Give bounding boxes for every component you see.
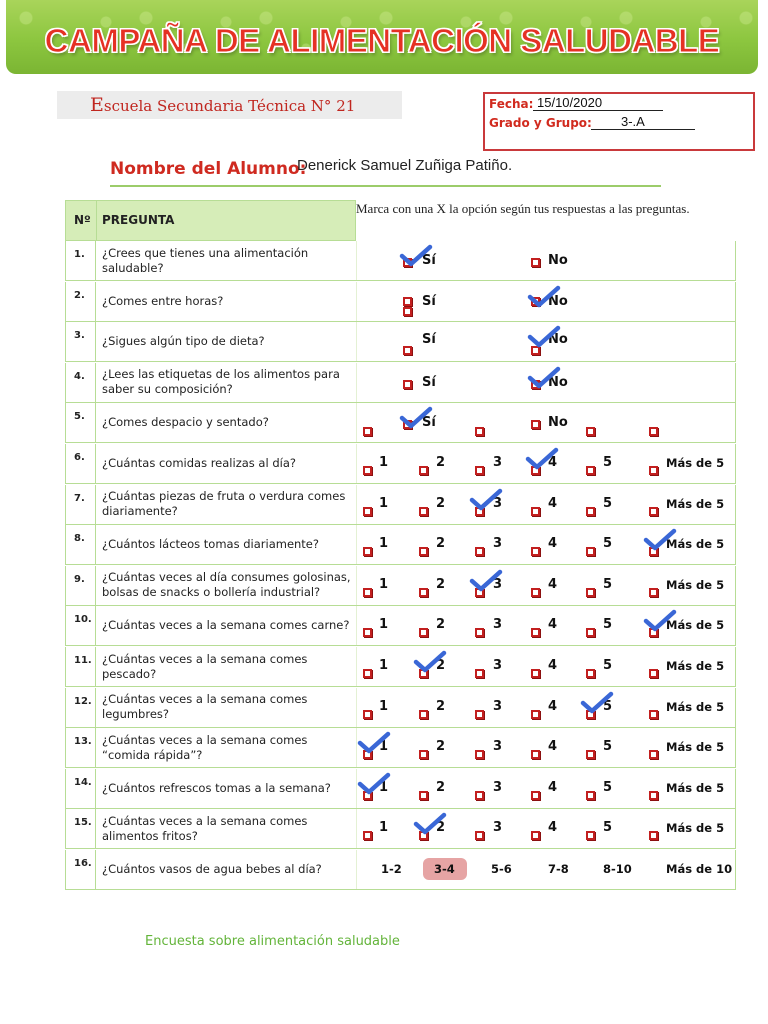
row-number: 2.: [74, 289, 85, 301]
school-name-rest: scuela Secundaria Técnica N° 21: [103, 97, 356, 115]
row-number-cell: [66, 444, 96, 483]
option-checkbox[interactable]: [586, 831, 595, 840]
question-divider: [356, 241, 357, 280]
question-text: ¿Cuántas piezas de fruta o verdura comes diariamente?: [102, 489, 346, 519]
question-text: ¿Cuántas veces a la semana comes “comida rápida”?: [102, 732, 308, 762]
student-name-label: Nombre del Alumno:: [110, 159, 307, 179]
checkmark-icon: [413, 811, 447, 837]
option-checkbox[interactable]: [419, 507, 428, 516]
option-checkbox[interactable]: [475, 628, 484, 637]
option-checkbox[interactable]: [475, 669, 484, 678]
row-number-cell: [66, 809, 96, 848]
option-checkbox[interactable]: [586, 588, 595, 597]
yes-checkbox[interactable]: [403, 346, 412, 355]
option-label: 3: [493, 820, 503, 836]
option-label: 2: [436, 495, 446, 511]
option-label: 3: [493, 536, 503, 552]
header-pregunta: PREGUNTA: [102, 213, 175, 227]
option-label: 2: [436, 658, 446, 673]
option-label: 4: [548, 658, 558, 673]
water-option-label[interactable]: 7-8: [548, 862, 569, 876]
banner: [6, 0, 758, 74]
question-text: ¿Cuántas veces a la semana comes carne?: [102, 618, 350, 633]
instructions: Marca con una X la opción según tus respuestas a las preguntas.: [356, 201, 690, 216]
option-label: 5: [603, 536, 613, 552]
table-row: [65, 606, 736, 646]
school-name-initial: E: [90, 94, 104, 116]
option-label: 2: [436, 698, 446, 714]
table-row: [65, 363, 736, 403]
option-label: 2: [436, 779, 446, 795]
table-row: [65, 403, 736, 443]
option-label: 3: [493, 698, 503, 714]
option-label: Más de 5: [666, 496, 725, 511]
student-name-value[interactable]: Denerick Samuel Zuñiga Patiño.: [297, 157, 513, 174]
fecha-value[interactable]: 15/10/2020: [537, 95, 603, 110]
no-label: No: [548, 253, 568, 268]
checkmark-icon: [643, 527, 677, 553]
row-number-cell: [66, 322, 96, 361]
yes-checkbox[interactable]: [403, 380, 412, 389]
option-checkbox[interactable]: [649, 831, 658, 840]
option-checkbox[interactable]: [531, 628, 540, 637]
row-number: 6.: [74, 452, 85, 463]
question-divider: [356, 282, 357, 321]
option-label: 5: [603, 617, 613, 633]
fecha-underline: [533, 110, 663, 111]
option-checkbox[interactable]: [649, 588, 658, 597]
option-checkbox[interactable]: [649, 427, 658, 436]
option-checkbox[interactable]: [419, 710, 428, 719]
option-checkbox[interactable]: [586, 750, 595, 759]
row-number: 1.: [74, 249, 85, 260]
option-checkbox[interactable]: [649, 669, 658, 678]
option-checkbox[interactable]: [363, 831, 372, 840]
checkmark-icon: [525, 446, 559, 472]
option-label: 4: [548, 820, 558, 836]
row-number-cell: [66, 769, 96, 808]
table-row: [65, 485, 736, 525]
option-label: 1: [379, 658, 389, 673]
header-divider: [96, 201, 97, 240]
option-label: 1: [379, 820, 389, 836]
table-row: [65, 322, 736, 362]
option-label: 2: [436, 536, 446, 552]
table-row: [65, 241, 736, 281]
question-text: ¿Lees las etiquetas de los alimentos para saber su composición?: [102, 367, 340, 397]
no-label: No: [548, 332, 568, 348]
option-label: 2: [436, 617, 446, 633]
checkmark-icon: [469, 568, 503, 594]
question-text: ¿Cuántas comidas realizas al día?: [102, 456, 296, 470]
option-label: 5: [603, 779, 613, 795]
row-number-cell: [66, 728, 96, 767]
option-checkbox[interactable]: [363, 710, 372, 719]
option-checkbox[interactable]: [586, 628, 595, 637]
option-label: 3: [493, 495, 503, 511]
option-label: Más de 5: [666, 740, 725, 755]
option-label: Más de 5: [666, 618, 725, 633]
row-number: 9.: [74, 573, 85, 585]
checkmark-icon: [413, 649, 447, 675]
option-checkbox[interactable]: [649, 507, 658, 516]
option-label: 1: [379, 617, 389, 633]
water-option-label[interactable]: 5-6: [491, 862, 512, 876]
option-label: 1: [379, 495, 389, 511]
option-checkbox[interactable]: [419, 547, 428, 556]
question-text: ¿Crees que tienes una alimentación saludable?: [102, 245, 309, 275]
question-text: ¿Cuántos refrescos tomas a la semana?: [102, 780, 331, 795]
option-checkbox[interactable]: [649, 750, 658, 759]
option-checkbox[interactable]: [586, 669, 595, 678]
table-header: [65, 200, 356, 241]
option-checkbox[interactable]: [586, 427, 595, 436]
option-checkbox[interactable]: [419, 791, 428, 800]
option-checkbox[interactable]: [649, 466, 658, 475]
option-label: 3: [493, 576, 503, 592]
yes-label: Sí: [422, 374, 436, 390]
question-divider: [356, 525, 357, 564]
option-label: 3: [493, 617, 503, 633]
water-option-label[interactable]: 3-4: [434, 862, 455, 876]
option-checkbox[interactable]: [531, 507, 540, 516]
option-label: Más de 5: [666, 699, 725, 714]
option-label: 5: [603, 576, 613, 592]
option-label: 1: [379, 455, 389, 470]
option-checkbox[interactable]: [419, 466, 428, 475]
question-divider: [356, 606, 357, 645]
row-number-cell: [66, 485, 96, 524]
info-box: [483, 92, 755, 151]
option-label: 4: [548, 495, 558, 511]
question-text: ¿Cuántos lácteos tomas diariamente?: [102, 537, 319, 552]
row-number: 16.: [74, 858, 92, 869]
option-label: 5: [603, 820, 613, 836]
option-label: 5: [603, 495, 613, 511]
table-row: [65, 769, 736, 809]
option-label: 4: [548, 455, 558, 470]
row-number: 11.: [74, 655, 92, 666]
question-divider: [356, 444, 357, 483]
row-number-cell: [66, 647, 96, 686]
option-label: 1: [379, 536, 389, 552]
checkmark-icon: [580, 690, 614, 716]
question-text: ¿Cuántas veces a la semana comes pescado?: [102, 651, 308, 681]
option-checkbox[interactable]: [531, 750, 540, 759]
table-row: [65, 809, 736, 849]
question-text: ¿Cuántas veces al día consumes golosinas, bolsas de snacks o bollería industrial?: [102, 570, 351, 600]
option-label: 4: [548, 617, 558, 633]
option-label: Más de 5: [666, 456, 725, 470]
option-label: 4: [548, 779, 558, 795]
option-label: 1: [379, 779, 389, 795]
option-checkbox[interactable]: [475, 831, 484, 840]
yes-label: Sí: [422, 415, 436, 431]
question-divider: [356, 566, 357, 605]
option-label: Más de 5: [666, 577, 725, 592]
checkmark-icon: [399, 243, 433, 269]
option-checkbox[interactable]: [419, 588, 428, 597]
row-number-cell: [66, 525, 96, 564]
option-label: 4: [548, 739, 558, 755]
option-label: Más de 5: [666, 659, 725, 673]
option-checkbox[interactable]: [475, 750, 484, 759]
row-number-cell: [66, 850, 96, 889]
water-option-label[interactable]: 8-10: [603, 862, 632, 876]
option-label: 4: [548, 698, 558, 714]
row-number: 12.: [74, 695, 92, 707]
row-number-cell: [66, 688, 96, 727]
school-name: [57, 91, 402, 119]
row-number-cell: [66, 566, 96, 605]
question-divider: [356, 809, 357, 848]
option-checkbox[interactable]: [363, 507, 372, 516]
option-checkbox[interactable]: [586, 791, 595, 800]
option-checkbox[interactable]: [475, 710, 484, 719]
option-checkbox[interactable]: [649, 791, 658, 800]
table-row: [65, 688, 736, 728]
option-checkbox[interactable]: [475, 466, 484, 475]
row-number: 8.: [74, 533, 85, 545]
no-checkbox[interactable]: [531, 420, 540, 429]
row-number-cell: [66, 403, 96, 442]
option-checkbox[interactable]: [531, 547, 540, 556]
yes-checkbox-duplicate: [403, 307, 412, 316]
question-divider: [356, 647, 357, 686]
option-checkbox[interactable]: [531, 831, 540, 840]
row-number: 7.: [74, 492, 85, 504]
checkmark-icon: [643, 608, 677, 634]
option-checkbox[interactable]: [363, 669, 372, 678]
water-option-label[interactable]: Más de 10: [666, 862, 733, 876]
row-number-cell: [66, 606, 96, 645]
fecha-label: Fecha:: [489, 97, 534, 111]
student-name-underline: [110, 185, 661, 187]
question-divider: [356, 688, 357, 727]
option-label: Más de 5: [666, 537, 725, 552]
no-label: No: [548, 374, 568, 390]
row-number: 4.: [74, 370, 85, 382]
option-label: 2: [436, 820, 446, 836]
option-label: 3: [493, 779, 503, 795]
checkmark-icon: [399, 405, 433, 431]
option-checkbox[interactable]: [649, 710, 658, 719]
option-label: Más de 5: [666, 821, 725, 836]
question-text: ¿Cuántas veces a la semana comes legumbres?: [102, 692, 308, 722]
question-divider: [356, 363, 357, 402]
table-row: [65, 566, 736, 606]
option-checkbox[interactable]: [531, 710, 540, 719]
option-checkbox[interactable]: [363, 588, 372, 597]
checkmark-icon: [527, 284, 561, 310]
option-checkbox[interactable]: [419, 750, 428, 759]
row-number-cell: [66, 241, 96, 280]
question-divider: [356, 322, 357, 361]
option-label: 2: [436, 576, 446, 592]
option-label: 1: [379, 576, 389, 592]
option-checkbox[interactable]: [475, 427, 484, 436]
table-row: [65, 647, 736, 687]
option-checkbox[interactable]: [363, 427, 372, 436]
footer-caption: Encuesta sobre alimentación saludable: [145, 934, 400, 949]
row-number: 13.: [74, 736, 92, 748]
no-label: No: [548, 293, 568, 309]
row-number: 14.: [74, 776, 92, 788]
option-label: 5: [603, 455, 613, 470]
yes-label: Sí: [422, 293, 436, 309]
table-row: [65, 525, 736, 565]
row-number: 3.: [74, 330, 85, 342]
option-label: 4: [548, 536, 558, 552]
row-number-cell: [66, 282, 96, 321]
row-number: 15.: [74, 817, 92, 829]
option-label: 5: [603, 698, 613, 714]
question-text: ¿Cuántas veces a la semana comes alimentos fritos?: [102, 813, 308, 843]
question-text: ¿Comes entre horas?: [102, 293, 224, 308]
table-row: [65, 282, 736, 322]
table-row: [65, 444, 736, 484]
grado-label: Grado y Grupo:: [489, 116, 592, 130]
question-divider: [356, 485, 357, 524]
option-label: 5: [603, 739, 613, 755]
banner-title: CAMPAÑA DE ALIMENTACIÓN SALUDABLE: [44, 22, 720, 59]
question-text: ¿Comes despacio y sentado?: [102, 415, 269, 430]
option-checkbox[interactable]: [363, 628, 372, 637]
option-label: 3: [493, 455, 503, 470]
row-number: 5.: [74, 411, 85, 423]
row-number: 10.: [74, 614, 92, 626]
option-checkbox[interactable]: [531, 588, 540, 597]
yes-checkbox[interactable]: [403, 297, 412, 306]
option-label: Más de 5: [666, 780, 725, 795]
question-text: ¿Sigues algún tipo de dieta?: [102, 334, 265, 349]
option-label: 5: [603, 658, 613, 673]
no-checkbox[interactable]: [531, 258, 540, 267]
grado-underline: [591, 129, 695, 130]
option-checkbox[interactable]: [475, 791, 484, 800]
row-number-cell: [66, 363, 96, 402]
option-checkbox[interactable]: [475, 547, 484, 556]
option-checkbox[interactable]: [586, 466, 595, 475]
option-checkbox[interactable]: [531, 669, 540, 678]
option-checkbox[interactable]: [531, 791, 540, 800]
option-label: 1: [379, 739, 389, 755]
grado-value[interactable]: 3-.A: [621, 114, 645, 129]
checkmark-icon: [469, 487, 503, 513]
option-checkbox[interactable]: [586, 507, 595, 516]
no-label: No: [548, 415, 568, 431]
option-label: 3: [493, 658, 503, 673]
yes-label: Sí: [422, 253, 436, 268]
water-option-label[interactable]: 1-2: [381, 862, 402, 876]
option-label: 2: [436, 739, 446, 755]
table-row: [65, 850, 736, 890]
option-checkbox[interactable]: [419, 628, 428, 637]
option-label: 3: [493, 739, 503, 755]
table-row: [65, 728, 736, 768]
yes-label: Sí: [422, 332, 436, 348]
option-label: 4: [548, 576, 558, 592]
checkmark-icon: [357, 730, 391, 756]
header-no: Nº: [74, 213, 91, 227]
question-text: ¿Cuántos vasos de agua bebes al día?: [102, 862, 322, 876]
question-divider: [356, 403, 357, 442]
option-checkbox[interactable]: [586, 547, 595, 556]
checkmark-icon: [527, 324, 561, 350]
option-checkbox[interactable]: [363, 547, 372, 556]
option-label: 1: [379, 698, 389, 714]
checkmark-icon: [527, 365, 561, 391]
option-label: 2: [436, 455, 446, 470]
question-divider: [356, 850, 357, 889]
option-checkbox[interactable]: [363, 466, 372, 475]
checkmark-icon: [357, 771, 391, 797]
